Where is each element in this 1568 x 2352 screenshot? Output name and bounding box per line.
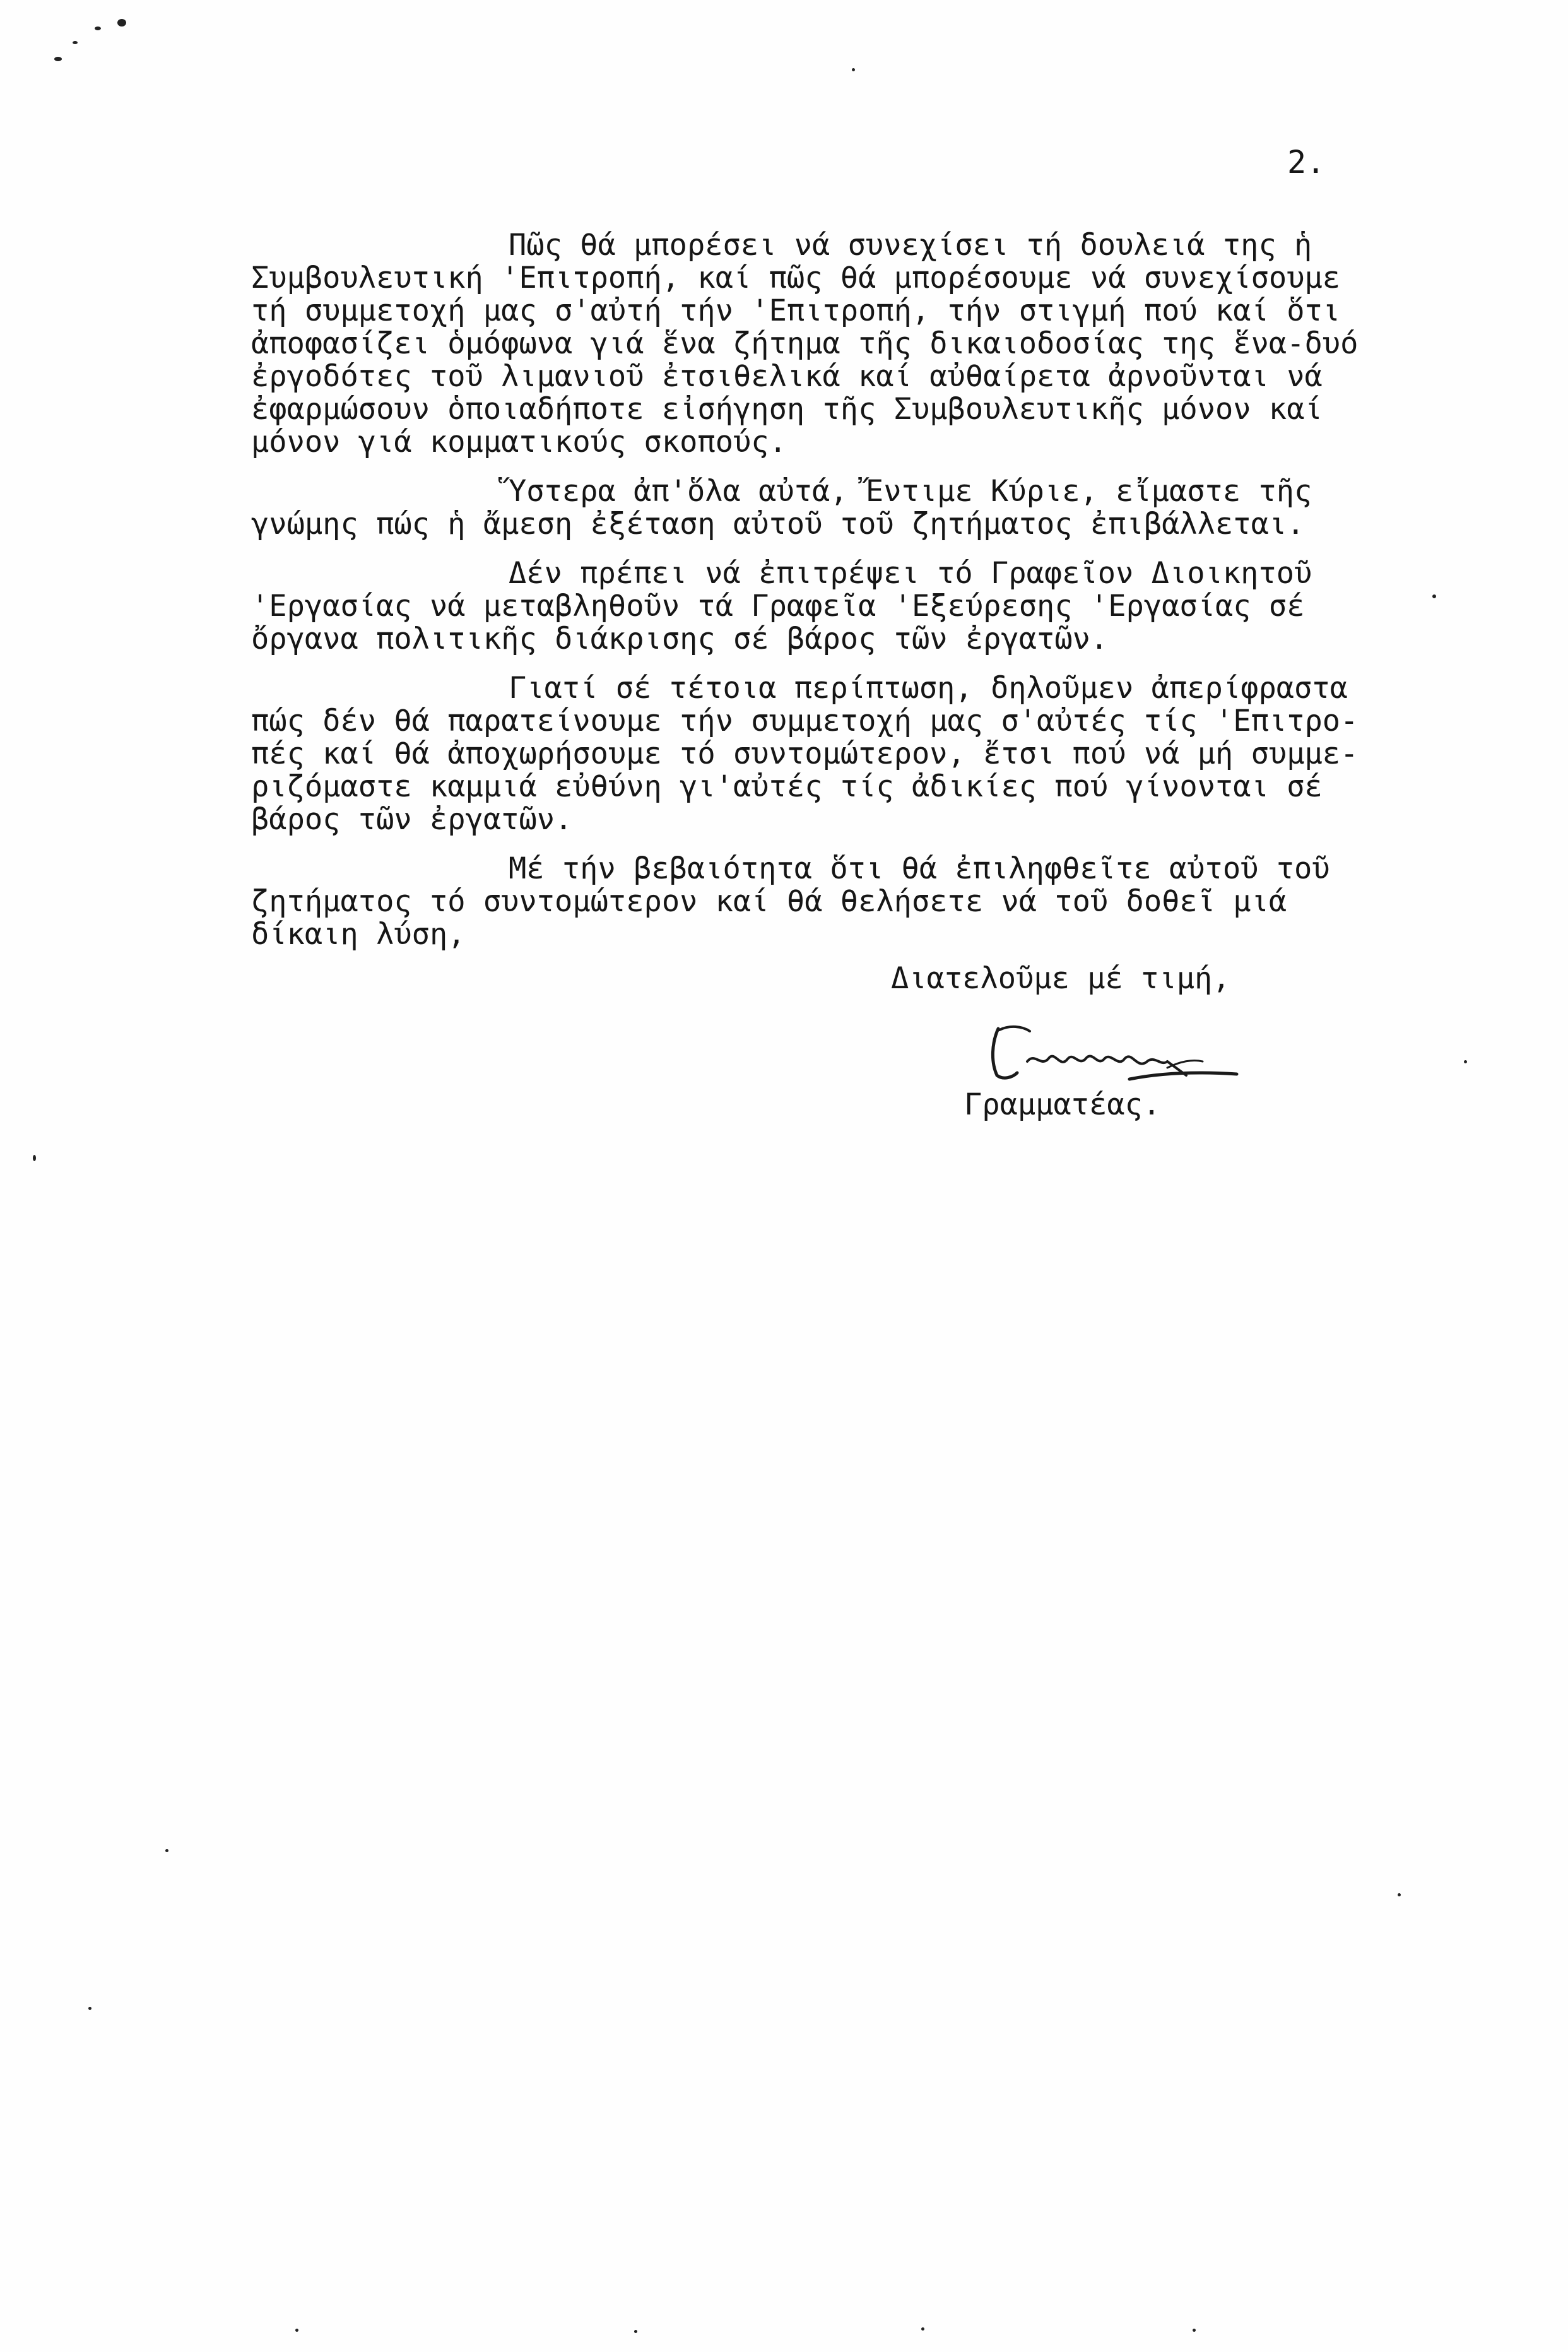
handwritten-signature: [978, 1017, 1243, 1093]
scan-speck: [1464, 1060, 1467, 1063]
letter-line: Συμβουλευτική 'Επιτροπή, καί πῶς θά μπορέσουμε νά συνεχίσουμε: [251, 261, 1341, 295]
scan-speck: [165, 1849, 168, 1852]
scan-speck: [1432, 594, 1436, 598]
page-number: 2.: [1287, 144, 1326, 180]
letter-line: Πῶς θά μπορέσει νά συνεχίσει τή δουλειά της ἡ: [509, 228, 1312, 263]
letter-line: πώς δέν θά παρατείνουμε τήν συμμετοχή μας σ'αὐτές τίς 'Επιτρο-: [251, 704, 1359, 738]
letter-line: ζητήματος τό συντομώτερον καί θά θελήσετε νά τοῦ δοθεῖ μιά: [251, 884, 1287, 919]
scan-speck: [1398, 1893, 1401, 1896]
letter-line: ἐργοδότες τοῦ λιμανιοῦ ἐτσιθελικά καί αὐθαίρετα ἀρνοῦνται νά: [251, 359, 1323, 394]
letter-line: ριζόμαστε καμμιά εὐθύνη γι'αὐτές τίς ἀδικίες πού γίνονται σέ: [251, 769, 1323, 804]
letter-line: Ὕστερα ἀπ'ὅλα αὐτά, Ἔντιμε Κύριε, εἴμαστε τῆς: [509, 474, 1312, 509]
scan-speck: [921, 2327, 924, 2331]
scan-speck: [1193, 2329, 1196, 2332]
letter-line: ἐφαρμώσουν ὁποιαδήποτε εἰσήγηση τῆς Συμβουλευτικῆς μόνον καί: [251, 392, 1323, 427]
letter-line: 'Εργασίας νά μεταβληθοῦν τά Γραφεῖα 'Εξεύρεσης 'Εργασίας σέ: [251, 589, 1305, 623]
letter-line: Μέ τήν βεβαιότητα ὅτι θά ἐπιληφθεῖτε αὐτοῦ τοῦ: [509, 851, 1330, 886]
letter-line: γνώμης πώς ἡ ἄμεση ἐξέταση αὐτοῦ τοῦ ζητήματος ἐπιβάλλεται.: [251, 507, 1305, 541]
scan-speck: [852, 68, 855, 71]
signatory-title: Γραμματέας.: [964, 1087, 1161, 1122]
letter-line: ἀποφασίζει ὁμόφωνα γιά ἕνα ζήτημα τῆς δικαιοδοσίας της ἕνα-δυό: [251, 326, 1359, 361]
letter-line: μόνον γιά κομματικούς σκοπούς.: [251, 425, 787, 459]
scan-speck: [117, 19, 126, 27]
letter-line: πές καί θά ἀποχωρήσουμε τό συντομώτερον, ἔτσι πού νά μή συμμε-: [251, 736, 1359, 771]
letter-line: Δέν πρέπει νά ἐπιτρέψει τό Γραφεῖον Διοικητοῦ: [509, 556, 1312, 591]
scan-speck: [88, 2007, 91, 2010]
letter-line: τή συμμετοχή μας σ'αὐτή τήν 'Επιτροπή, τήν στιγμή πού καί ὅτι: [251, 293, 1341, 328]
scan-speck: [33, 1155, 36, 1161]
closing-line: Διατελοῦμε μέ τιμή,: [891, 961, 1230, 996]
letter-line: ὄργανα πολιτικῆς διάκρισης σέ βάρος τῶν ἐργατῶν.: [251, 622, 1109, 656]
scan-speck: [54, 57, 62, 61]
scan-speck: [95, 27, 101, 30]
scan-speck: [73, 41, 78, 44]
scan-speck: [295, 2329, 298, 2332]
letter-line: βάρος τῶν ἐργατῶν.: [251, 802, 573, 837]
letter-line: Γιατί σέ τέτοια περίπτωση, δηλοῦμεν ἀπερίφραστα: [509, 671, 1348, 706]
letter-line: δίκαιη λύση,: [251, 917, 466, 952]
scan-speck: [634, 2330, 637, 2333]
